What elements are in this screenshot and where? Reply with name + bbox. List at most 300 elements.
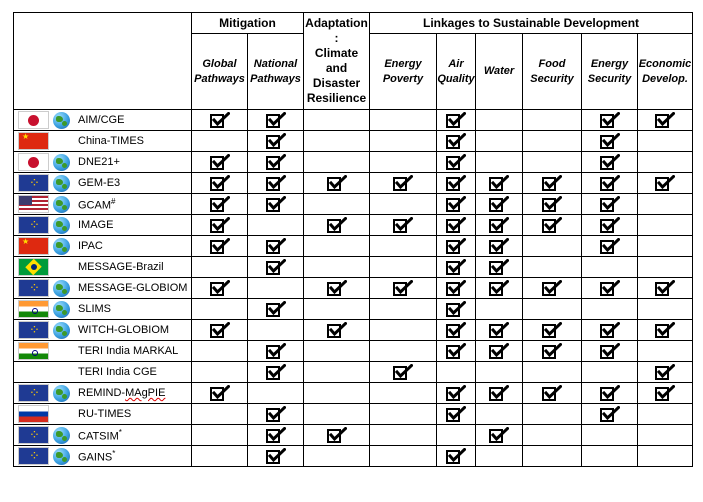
model-cell [14, 236, 192, 257]
header-adaptation-line: : [334, 31, 339, 45]
capability-cell-8 [638, 110, 693, 131]
checkbox-check-icon [266, 343, 286, 359]
capability-cell-6 [523, 131, 582, 152]
capability-cell-3 [370, 425, 437, 446]
model-capability-table-container [13, 12, 693, 467]
capability-cell-1 [248, 236, 304, 257]
capability-cell-7 [582, 110, 638, 131]
capability-cell-1 [248, 341, 304, 362]
capability-cell-2 [304, 383, 370, 404]
header-adaptation-line: and [325, 61, 348, 75]
model-cell [14, 446, 192, 467]
capability-cell-4 [437, 152, 476, 173]
capability-cell-7 [582, 131, 638, 152]
capability-cell-5 [476, 236, 523, 257]
checkbox-check-icon [600, 385, 620, 401]
checkbox-check-icon [655, 385, 675, 401]
capability-cell-3 [370, 383, 437, 404]
capability-cell-2 [304, 299, 370, 320]
checkbox-check-icon [266, 196, 286, 212]
capability-cell-4 [437, 194, 476, 215]
capability-cell-4 [437, 320, 476, 341]
capability-cell-4 [437, 278, 476, 299]
capability-cell-4 [437, 131, 476, 152]
model-name: CATSIM* [78, 427, 122, 443]
capability-cell-4 [437, 236, 476, 257]
checkbox-check-icon [327, 280, 347, 296]
table-row [14, 257, 693, 278]
checkbox-check-icon [327, 322, 347, 338]
checkbox-check-icon [600, 343, 620, 359]
capability-cell-6 [523, 152, 582, 173]
capability-cell-3 [370, 131, 437, 152]
sub-header-3 [437, 34, 476, 110]
checkbox-check-icon [446, 406, 466, 422]
checkbox-check-icon [655, 364, 675, 380]
checkbox-check-icon [600, 238, 620, 254]
checkbox-check-icon [489, 175, 509, 191]
model-cell [14, 362, 192, 383]
capability-cell-7 [582, 194, 638, 215]
sub-header-line: Quality [437, 72, 475, 85]
capability-cell-3 [370, 194, 437, 215]
globe-icon [53, 196, 70, 213]
capability-cell-1 [248, 362, 304, 383]
checkbox-check-icon [210, 175, 230, 191]
checkbox-check-icon [542, 175, 562, 191]
checkbox-check-icon [266, 133, 286, 149]
capability-cell-4 [437, 404, 476, 425]
model-name: MESSAGE-Brazil [78, 261, 164, 273]
india-flag-icon [18, 300, 49, 318]
sub-header-line: Security [530, 72, 574, 85]
checkbox-check-icon [446, 217, 466, 233]
capability-cell-1 [248, 152, 304, 173]
model-name: GCAM# [78, 196, 116, 212]
model-cell [14, 194, 192, 215]
checkbox-check-icon [266, 154, 286, 170]
checkbox-check-icon [393, 217, 413, 233]
capability-cell-5 [476, 257, 523, 278]
capability-cell-5 [476, 194, 523, 215]
capability-cell-7 [582, 383, 638, 404]
capability-cell-2 [304, 257, 370, 278]
footnote-marker: # [111, 196, 116, 206]
capability-cell-6 [523, 404, 582, 425]
capability-cell-6 [523, 320, 582, 341]
eu-flag-icon [18, 384, 49, 402]
russia-flag-icon [18, 405, 49, 423]
model-cell [14, 152, 192, 173]
capability-cell-2 [304, 320, 370, 341]
sub-header-line: Global [202, 57, 237, 70]
sub-header-line: Pathways [194, 72, 245, 85]
capability-cell-1 [248, 299, 304, 320]
table-row [14, 152, 693, 173]
capability-cell-1 [248, 404, 304, 425]
capability-cell-0 [192, 152, 248, 173]
capability-cell-6 [523, 299, 582, 320]
checkbox-check-icon [600, 280, 620, 296]
capability-cell-3 [370, 257, 437, 278]
capability-cell-2 [304, 215, 370, 236]
checkbox-check-icon [489, 196, 509, 212]
capability-cell-8 [638, 299, 693, 320]
checkbox-check-icon [600, 175, 620, 191]
capability-cell-0 [192, 194, 248, 215]
globe-icon [53, 175, 70, 192]
checkbox-check-icon [600, 133, 620, 149]
capability-cell-4 [437, 341, 476, 362]
eu-flag-icon [18, 216, 49, 234]
model-capability-table [13, 12, 693, 467]
capability-cell-5 [476, 383, 523, 404]
checkbox-check-icon [266, 112, 286, 128]
capability-cell-4 [437, 257, 476, 278]
header-mitigation: Mitigation [192, 13, 304, 34]
model-name: GAINS* [78, 448, 116, 464]
capability-cell-2 [304, 152, 370, 173]
sub-header-line: Water [483, 65, 515, 77]
checkbox-check-icon [600, 322, 620, 338]
sub-header-line: National [253, 57, 298, 70]
capability-cell-0 [192, 278, 248, 299]
header-adaptation-line: Disaster [312, 76, 361, 90]
capability-cell-0 [192, 383, 248, 404]
sub-header-line: Security [587, 72, 632, 85]
capability-cell-8 [638, 131, 693, 152]
sub-header-0 [192, 34, 248, 110]
checkbox-check-icon [266, 259, 286, 275]
checkbox-check-icon [210, 322, 230, 338]
capability-cell-1 [248, 215, 304, 236]
corner-cell [14, 13, 192, 110]
model-rows [14, 110, 693, 467]
capability-cell-1 [248, 131, 304, 152]
capability-cell-2 [304, 173, 370, 194]
model-name: TERI India MARKAL [78, 345, 179, 357]
capability-cell-8 [638, 236, 693, 257]
capability-cell-3 [370, 341, 437, 362]
checkbox-check-icon [600, 196, 620, 212]
capability-cell-1 [248, 425, 304, 446]
eu-flag-icon [18, 447, 49, 465]
checkbox-check-icon [266, 238, 286, 254]
checkbox-check-icon [542, 217, 562, 233]
capability-cell-3 [370, 236, 437, 257]
capability-cell-0 [192, 362, 248, 383]
capability-cell-0 [192, 446, 248, 467]
none-flag-icon [18, 363, 49, 381]
checkbox-check-icon [266, 427, 286, 443]
capability-cell-7 [582, 362, 638, 383]
table-row [14, 341, 693, 362]
checkbox-check-icon [542, 280, 562, 296]
sub-header-line: Economic [638, 57, 692, 70]
model-cell [14, 383, 192, 404]
model-name: AIM/CGE [78, 114, 125, 126]
capability-cell-2 [304, 194, 370, 215]
checkbox-check-icon [446, 196, 466, 212]
capability-cell-2 [304, 131, 370, 152]
checkbox-check-icon [327, 175, 347, 191]
model-name: WITCH-GLOBIOM [78, 324, 170, 336]
model-name: DNE21+ [78, 156, 120, 168]
sub-header-4 [476, 34, 523, 110]
capability-cell-4 [437, 425, 476, 446]
table-row [14, 215, 693, 236]
capability-cell-0 [192, 173, 248, 194]
checkbox-check-icon [600, 217, 620, 233]
checkbox-check-icon [210, 280, 230, 296]
capability-cell-4 [437, 173, 476, 194]
capability-cell-2 [304, 236, 370, 257]
sub-header-line: Air [448, 57, 464, 70]
checkbox-check-icon [210, 385, 230, 401]
capability-cell-8 [638, 173, 693, 194]
globe-icon [53, 322, 70, 339]
capability-cell-7 [582, 236, 638, 257]
capability-cell-3 [370, 446, 437, 467]
table-row [14, 404, 693, 425]
model-name: RU-TIMES [78, 408, 132, 420]
capability-cell-5 [476, 320, 523, 341]
capability-cell-7 [582, 299, 638, 320]
capability-cell-7 [582, 278, 638, 299]
capability-cell-4 [437, 110, 476, 131]
table-row [14, 299, 693, 320]
checkbox-check-icon [210, 217, 230, 233]
capability-cell-6 [523, 194, 582, 215]
checkbox-check-icon [446, 448, 466, 464]
checkbox-check-icon [393, 280, 413, 296]
checkbox-check-icon [446, 385, 466, 401]
capability-cell-1 [248, 173, 304, 194]
capability-cell-5 [476, 299, 523, 320]
capability-cell-6 [523, 236, 582, 257]
capability-cell-6 [523, 425, 582, 446]
globe-icon [53, 448, 70, 465]
model-cell [14, 320, 192, 341]
capability-cell-4 [437, 215, 476, 236]
model-name: GEM-E3 [78, 177, 121, 189]
model-cell [14, 131, 192, 152]
checkbox-check-icon [655, 112, 675, 128]
eu-flag-icon [18, 426, 49, 444]
capability-cell-8 [638, 362, 693, 383]
table-row [14, 446, 693, 467]
capability-cell-7 [582, 173, 638, 194]
checkbox-check-icon [655, 322, 675, 338]
capability-cell-8 [638, 404, 693, 425]
checkbox-check-icon [489, 427, 509, 443]
capability-cell-5 [476, 152, 523, 173]
capability-cell-6 [523, 173, 582, 194]
model-cell [14, 278, 192, 299]
checkbox-check-icon [266, 301, 286, 317]
capability-cell-7 [582, 446, 638, 467]
china-flag-icon [18, 237, 49, 255]
model-cell [14, 299, 192, 320]
footnote-marker: * [112, 448, 116, 458]
capability-cell-3 [370, 173, 437, 194]
checkbox-check-icon [655, 280, 675, 296]
checkbox-check-icon [489, 322, 509, 338]
capability-cell-3 [370, 404, 437, 425]
checkbox-check-icon [600, 154, 620, 170]
capability-cell-8 [638, 215, 693, 236]
capability-cell-0 [192, 404, 248, 425]
header-adaptation [304, 13, 370, 110]
table-row [14, 383, 693, 404]
capability-cell-7 [582, 320, 638, 341]
capability-cell-3 [370, 278, 437, 299]
capability-cell-7 [582, 215, 638, 236]
capability-cell-7 [582, 257, 638, 278]
capability-cell-8 [638, 341, 693, 362]
globe-icon [53, 280, 70, 297]
capability-cell-5 [476, 278, 523, 299]
capability-cell-1 [248, 257, 304, 278]
table-row [14, 362, 693, 383]
brazil-flag-icon [18, 258, 49, 276]
checkbox-check-icon [266, 406, 286, 422]
header-linkages: Linkages to Sustainable Development [370, 13, 693, 34]
capability-cell-8 [638, 446, 693, 467]
globe-icon [53, 301, 70, 318]
model-name: IPAC [78, 240, 103, 252]
sub-header-1 [248, 34, 304, 110]
checkbox-check-icon [489, 343, 509, 359]
capability-cell-3 [370, 362, 437, 383]
model-name: IMAGE [78, 219, 114, 231]
model-cell [14, 425, 192, 446]
capability-cell-4 [437, 362, 476, 383]
capability-cell-6 [523, 278, 582, 299]
checkbox-check-icon [446, 154, 466, 170]
model-name: SLIMS [78, 303, 112, 315]
header-adaptation-line: Resilience [306, 91, 367, 105]
capability-cell-1 [248, 110, 304, 131]
checkbox-check-icon [393, 364, 413, 380]
model-cell [14, 110, 192, 131]
header-adaptation-line: Adaptation [305, 16, 368, 30]
capability-cell-0 [192, 215, 248, 236]
capability-cell-5 [476, 110, 523, 131]
checkbox-check-icon [489, 280, 509, 296]
capability-cell-3 [370, 110, 437, 131]
header-adaptation-line: Climate [314, 46, 359, 60]
capability-cell-0 [192, 425, 248, 446]
checkbox-check-icon [327, 427, 347, 443]
capability-cell-5 [476, 404, 523, 425]
capability-cell-1 [248, 383, 304, 404]
checkbox-check-icon [446, 322, 466, 338]
japan-flag-icon [18, 111, 49, 129]
checkbox-check-icon [446, 133, 466, 149]
capability-cell-1 [248, 194, 304, 215]
capability-cell-4 [437, 383, 476, 404]
checkbox-check-icon [446, 238, 466, 254]
table-row [14, 194, 693, 215]
checkbox-check-icon [210, 196, 230, 212]
india-flag-icon [18, 342, 49, 360]
model-name: REMIND-MAgPIE [78, 387, 166, 399]
globe-icon [53, 238, 70, 255]
sub-header-line: Energy [384, 57, 422, 70]
checkbox-check-icon [446, 301, 466, 317]
checkbox-check-icon [210, 154, 230, 170]
checkbox-check-icon [600, 406, 620, 422]
globe-icon [53, 217, 70, 234]
capability-cell-5 [476, 446, 523, 467]
capability-cell-5 [476, 173, 523, 194]
sub-header-7 [638, 34, 693, 110]
capability-cell-6 [523, 383, 582, 404]
capability-cell-1 [248, 320, 304, 341]
capability-cell-7 [582, 425, 638, 446]
capability-cell-2 [304, 278, 370, 299]
checkbox-check-icon [266, 448, 286, 464]
model-cell [14, 404, 192, 425]
checkbox-check-icon [327, 217, 347, 233]
capability-cell-0 [192, 299, 248, 320]
capability-cell-8 [638, 320, 693, 341]
table-row [14, 110, 693, 131]
capability-cell-8 [638, 194, 693, 215]
capability-cell-0 [192, 320, 248, 341]
capability-cell-3 [370, 152, 437, 173]
checkbox-check-icon [446, 175, 466, 191]
group-header-row [14, 13, 693, 34]
checkbox-check-icon [542, 343, 562, 359]
capability-cell-6 [523, 362, 582, 383]
checkbox-check-icon [210, 112, 230, 128]
capability-cell-0 [192, 110, 248, 131]
capability-cell-2 [304, 404, 370, 425]
usa-flag-icon [18, 195, 49, 213]
capability-cell-3 [370, 320, 437, 341]
capability-cell-5 [476, 341, 523, 362]
sub-header-line: Food [538, 57, 566, 70]
capability-cell-7 [582, 152, 638, 173]
capability-cell-2 [304, 425, 370, 446]
capability-cell-2 [304, 446, 370, 467]
model-cell [14, 215, 192, 236]
table-row [14, 278, 693, 299]
checkbox-check-icon [489, 238, 509, 254]
table-row [14, 236, 693, 257]
capability-cell-5 [476, 131, 523, 152]
checkbox-check-icon [393, 175, 413, 191]
checkbox-check-icon [655, 175, 675, 191]
sub-header-line: Poverty [382, 72, 424, 85]
capability-cell-8 [638, 383, 693, 404]
model-cell [14, 173, 192, 194]
capability-cell-0 [192, 131, 248, 152]
model-cell [14, 257, 192, 278]
checkbox-check-icon [489, 217, 509, 233]
sub-header-6 [582, 34, 638, 110]
checkbox-check-icon [446, 259, 466, 275]
checkbox-check-icon [489, 259, 509, 275]
capability-cell-4 [437, 299, 476, 320]
capability-cell-2 [304, 110, 370, 131]
capability-cell-6 [523, 341, 582, 362]
footnote-marker: * [118, 427, 122, 437]
china-flag-icon [18, 132, 49, 150]
checkbox-check-icon [446, 343, 466, 359]
